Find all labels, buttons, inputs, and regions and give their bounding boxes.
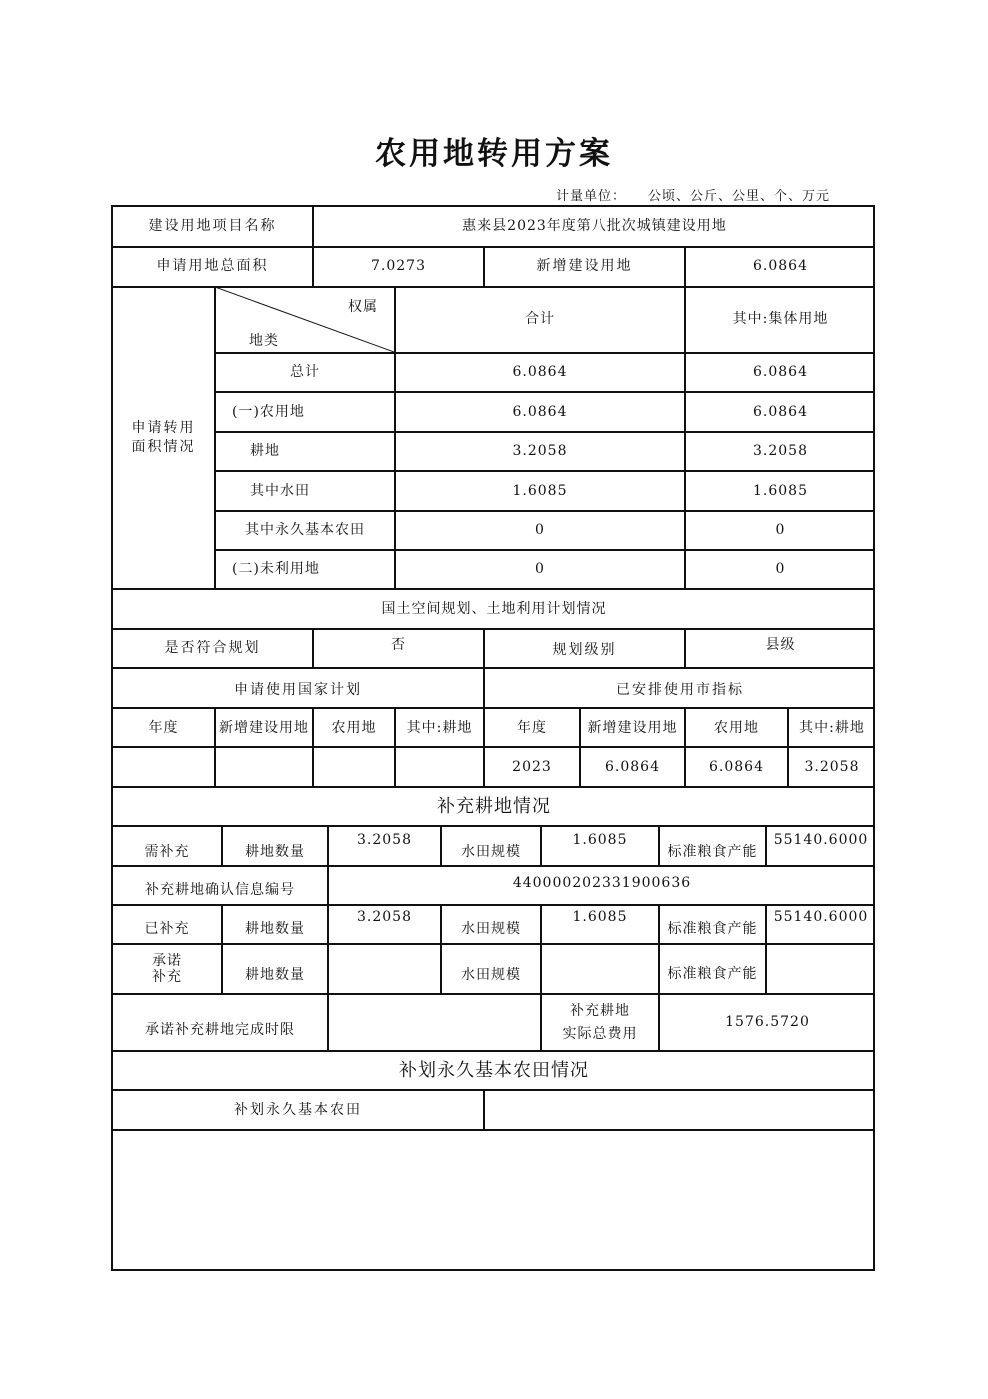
permanent-farmland-label: 补划永久基本农田: [234, 1101, 362, 1118]
supplement-section-header: 补充耕地情况: [437, 795, 551, 817]
actual-cost-value: 1576.5720: [725, 1014, 810, 1031]
done-paddy-label: 水田规模: [461, 921, 521, 938]
promise-qty-value: [329, 945, 440, 993]
row-cultivated-collective: 3.2058: [753, 442, 808, 459]
plan-level-label: 规划级别: [552, 641, 617, 658]
city-index-header: 已安排使用市指标: [616, 681, 744, 698]
plan-level-value: 县级: [765, 636, 796, 653]
done-qty-label: 耕地数量: [245, 921, 305, 938]
need-grain-label: 标准粮食产能: [667, 843, 758, 860]
conversion-side-label: [113, 287, 214, 588]
need-paddy-value: 1.6085: [572, 831, 628, 848]
promise-grain-label: 标准粮食产能: [667, 965, 758, 982]
new-construction-value: 6.0864: [753, 258, 808, 275]
promise-deadline-value: [329, 995, 540, 1050]
done-grain-value: 55140.6000: [773, 909, 869, 926]
new-construction-label: 新增建设用地: [536, 258, 633, 275]
promise-paddy-label: 水田规模: [461, 966, 521, 983]
row-label-total: 总计: [290, 363, 320, 380]
plan-value-agricultural-national: [314, 748, 394, 786]
conversion-side-label-line1: 申请转用: [131, 420, 196, 437]
total-area-value: 7.0273: [371, 258, 426, 275]
permanent-notes-area: [113, 1131, 875, 1269]
row-label-permanent-farmland: 其中永久基本农田: [245, 521, 365, 538]
row-label-paddy: 其中水田: [250, 482, 310, 499]
total-area-label: 申请用地总面积: [156, 258, 269, 275]
project-name-value: 惠来县2023年度第八批次城镇建设用地: [462, 218, 727, 235]
row-paddy-total: 1.6085: [512, 482, 568, 499]
conform-plan-label: 是否符合规划: [164, 640, 261, 657]
plan-value-agricultural-city: 6.0864: [709, 758, 764, 775]
need-qty-value: 3.2058: [357, 831, 412, 848]
plan-header-agricultural-city: 农用地: [714, 719, 759, 736]
row-agricultural-total: 6.0864: [512, 403, 568, 420]
plan-header-agricultural-national: 农用地: [331, 719, 377, 736]
row-unused-collective: 0: [775, 561, 786, 578]
row-paddy-collective: 1.6085: [753, 482, 808, 499]
row-cultivated-total: 3.2058: [512, 442, 568, 459]
plan-header-year-city: 年度: [517, 719, 547, 736]
promise-supplement-label: [113, 945, 221, 993]
diag-ownership-label: 权属: [348, 298, 378, 315]
need-grain-value: 55140.6000: [773, 831, 869, 848]
conversion-form: [111, 205, 875, 1271]
promise-label-line2: 补充: [152, 969, 182, 985]
need-qty-label: 耕地数量: [245, 843, 305, 860]
unit-values: 公顷、公斤、公里、个、万元: [648, 189, 831, 204]
promise-grain-value: [767, 945, 875, 993]
plan-value-year-city: 2023: [512, 758, 552, 775]
plan-header-cultivated-city: 其中:耕地: [799, 719, 865, 736]
row-label-agricultural: (一)农用地: [232, 403, 305, 420]
confirm-number-label: 补充耕地确认信息编号: [145, 882, 295, 899]
planning-section-header: 国土空间规划、土地利用计划情况: [381, 600, 607, 617]
promise-qty-label: 耕地数量: [245, 966, 305, 983]
row-unused-total: 0: [535, 561, 545, 578]
plan-value-cultivated-city: 3.2058: [804, 758, 860, 775]
project-name-label: 建设用地项目名称: [148, 218, 277, 235]
done-qty-value: 3.2058: [357, 909, 412, 926]
diag-landtype-label: 地类: [249, 332, 279, 349]
plan-value-new-construction-national: [216, 748, 312, 786]
promise-label-line1: 承诺: [152, 952, 182, 969]
done-grain-label: 标准粮食产能: [667, 921, 758, 938]
need-supplement-label: 需补充: [144, 843, 190, 860]
actual-cost-label-line1: 补充耕地: [570, 1003, 630, 1020]
unit-label: 计量单位：: [556, 189, 627, 204]
plan-header-cultivated-national: 其中:耕地: [406, 719, 473, 736]
conform-plan-value: 否: [391, 636, 406, 653]
plan-value-new-construction-city: 6.0864: [605, 758, 660, 775]
row-total-total: 6.0864: [512, 363, 568, 380]
plan-header-new-construction-city: 新增建设用地: [587, 719, 678, 736]
promise-paddy-value: [542, 945, 658, 993]
plan-header-year-national: 年度: [148, 719, 179, 736]
col-collective-header: 其中:集体用地: [732, 311, 829, 328]
row-permanent-collective: 0: [775, 521, 786, 538]
row-permanent-total: 0: [535, 521, 545, 538]
done-supplement-label: 已补充: [144, 921, 190, 938]
permanent-section-header: 补划永久基本农田情况: [399, 1059, 589, 1081]
need-paddy-label: 水田规模: [461, 843, 521, 860]
row-label-cultivated: 耕地: [250, 442, 280, 459]
plan-value-cultivated-national: [396, 748, 483, 786]
confirm-number-value: 440000202331900636: [512, 875, 692, 892]
row-label-unused: (二)未利用地: [232, 561, 320, 578]
col-total-header: 合计: [525, 311, 555, 328]
conversion-side-label-line2: 面积情况: [131, 438, 196, 455]
row-total-collective: 6.0864: [753, 363, 808, 380]
done-paddy-value: 1.6085: [572, 909, 628, 926]
permanent-farmland-value: [485, 1091, 875, 1129]
row-agricultural-collective: 6.0864: [753, 403, 808, 420]
page-title: 农用地转用方案: [375, 136, 613, 172]
actual-cost-label-line2: 实际总费用: [562, 1025, 638, 1042]
plan-value-year-national: [113, 748, 214, 786]
unit-line: [556, 185, 830, 204]
plan-header-new-construction-national: 新增建设用地: [219, 719, 309, 736]
actual-cost-label: [542, 995, 658, 1050]
national-plan-header: 申请使用国家计划: [234, 681, 362, 698]
promise-deadline-label: 承诺补充耕地完成时限: [145, 1022, 295, 1039]
